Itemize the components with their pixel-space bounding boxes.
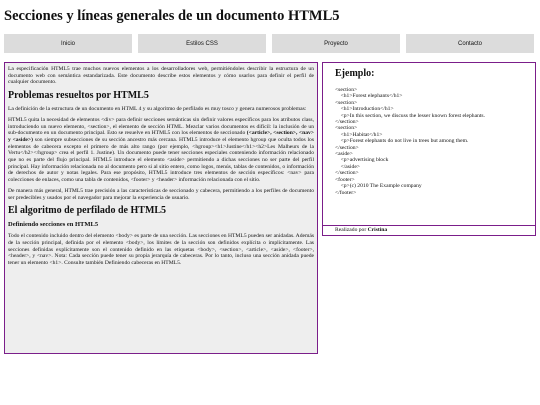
code-line: </aside> — [335, 163, 360, 170]
section-heading-problems: Problemas resueltos por HTML5 — [8, 90, 149, 102]
defining-paragraph: Todo el contenido incluido dentro del elemento <body> es parte de una sección. Las secciones en HTML5 pueden ser anidadas. Además de la sección principal, definida por el elemento <body>, los límites de la sección son definidos explícita o implícitamente. Las secciones definidas explícitamente son el contenido definido en las etiquetas <body>, <section>, <article>, <aside>, <footer>, <header>, y <nav>. Nota: Cada sección puede tener su propia jerarquía de cabeceras. Por lo tanto, incluso una sección anidada puede tener un elemento <h1>. Consulte también Definiendo cabeceras en HTML5. — [8, 233, 314, 267]
code-line: </footer> — [335, 189, 357, 196]
code-line: <p>advertising block — [335, 157, 389, 164]
code-line: </section> — [335, 119, 359, 126]
code-line: <p>(c) 2010 The Example company — [335, 183, 422, 190]
code-line: <p>In this section, we discuss the lesser known forest elephants. — [335, 112, 486, 119]
example-heading: Ejemplo: — [335, 68, 375, 79]
main-nav — [4, 34, 534, 53]
code-line: </section> — [335, 170, 359, 177]
page-footer — [322, 226, 536, 236]
code-line: <footer> — [335, 176, 355, 183]
code-line: <h1>Forest elephants</h1> — [335, 93, 403, 100]
code-line: <h1>Habitat</h1> — [335, 131, 383, 138]
nav-item-contacto[interactable]: Contacto — [406, 34, 534, 53]
code-line: <aside> — [335, 151, 353, 158]
code-example — [335, 87, 527, 196]
code-line: <h1>Introduction</h1> — [335, 106, 394, 113]
code-line: <section> — [335, 99, 358, 106]
footer-author: Cristina — [367, 227, 388, 233]
sectioning-elements-bold: (<article>, <section>, <nav> y <aside>) — [8, 130, 314, 143]
subheading-defining-sections: Definiendo secciones en HTML5 — [8, 221, 99, 229]
code-line: <section> — [335, 87, 358, 93]
general-paragraph: De manera más general, HTML5 trae precisión a las características de seccionado y cabecera, permitiendo a los perfiles de documento ser predecibles y usados por el navegador para mejorar la experiencia de usuario. — [8, 187, 314, 201]
nav-item-estilos-css[interactable]: Estilos CSS — [138, 34, 266, 53]
nav-item-inicio[interactable]: Inicio — [4, 34, 132, 53]
code-line: </section> — [335, 144, 359, 151]
footer-prefix: Realizado por — [335, 227, 368, 233]
sectioning-text-a: HTML5 quita la necesidad de elementos <div> para definir secciones semánticas sin definir valores específicos para los atributos class, introduciendo un nuevo elemento, <section>, el elemento de sección HTML. Mezclar varios documentos es difícil: la inclusión de un sub-documento en un documento principal. Esto se resuelve en HTML5 con los elementos de seccionado — [8, 116, 314, 137]
code-line: <p>Forest elephants do not live in trees but among them. — [335, 138, 469, 145]
main-article — [4, 62, 318, 354]
sectioning-paragraph — [8, 117, 314, 184]
code-line: <section> — [335, 125, 358, 132]
intro-paragraph: La especificación HTML5 trae muchos nuevos elementos a los desarrolladores web, permitiéndoles describir la estructura de un documento web con semántica estandarizada. Este documento describe estos elementos y cómo usarlos para definir el perfil de cualquier documento. — [8, 66, 314, 86]
page-title: Secciones y líneas generales de un documento HTML5 — [4, 8, 340, 24]
example-aside — [322, 62, 536, 226]
problems-paragraph: La definición de la estructura de un documento en HTML 4 y su algoritmo de perfilado es muy tosco y genera numerosos problemas: — [8, 106, 307, 113]
section-heading-algorithm: El algoritmo de perfilado de HTML5 — [8, 205, 167, 217]
sectioning-text-b: son siempre subsecciones de su sección ancestro más cercana. HTML5 introduce el elemento hgroup que oculta todos los elementos de cabecera excepto el primero de más alto rango (por ejemplo, <hgroup><h1>Justine</h1><h2>Les Malheurs de la Vertu</h2></hgroup> crea el perfil 1. Justine). Un documento puede tener secciones especiales conteniendo información relacionado que no es parte del flujo principal. HTML5 introduce el elemento <aside> permitiendo a dichas secciones no ser parte del perfil principal. Hay información relacionada no al documento pero si al sitio entero, como logos, menús, tablas de contenidos, o información de derechos de autor y notas legales. Para ese propósito, HTML5 introduce tres elementos de sección específicos: <nav> para colecciones de enlaces, como una tabla de contenidos, <footer> y <header> información relacionada con el sitio. — [8, 136, 315, 184]
nav-item-proyecto[interactable]: Proyecto — [272, 34, 400, 53]
